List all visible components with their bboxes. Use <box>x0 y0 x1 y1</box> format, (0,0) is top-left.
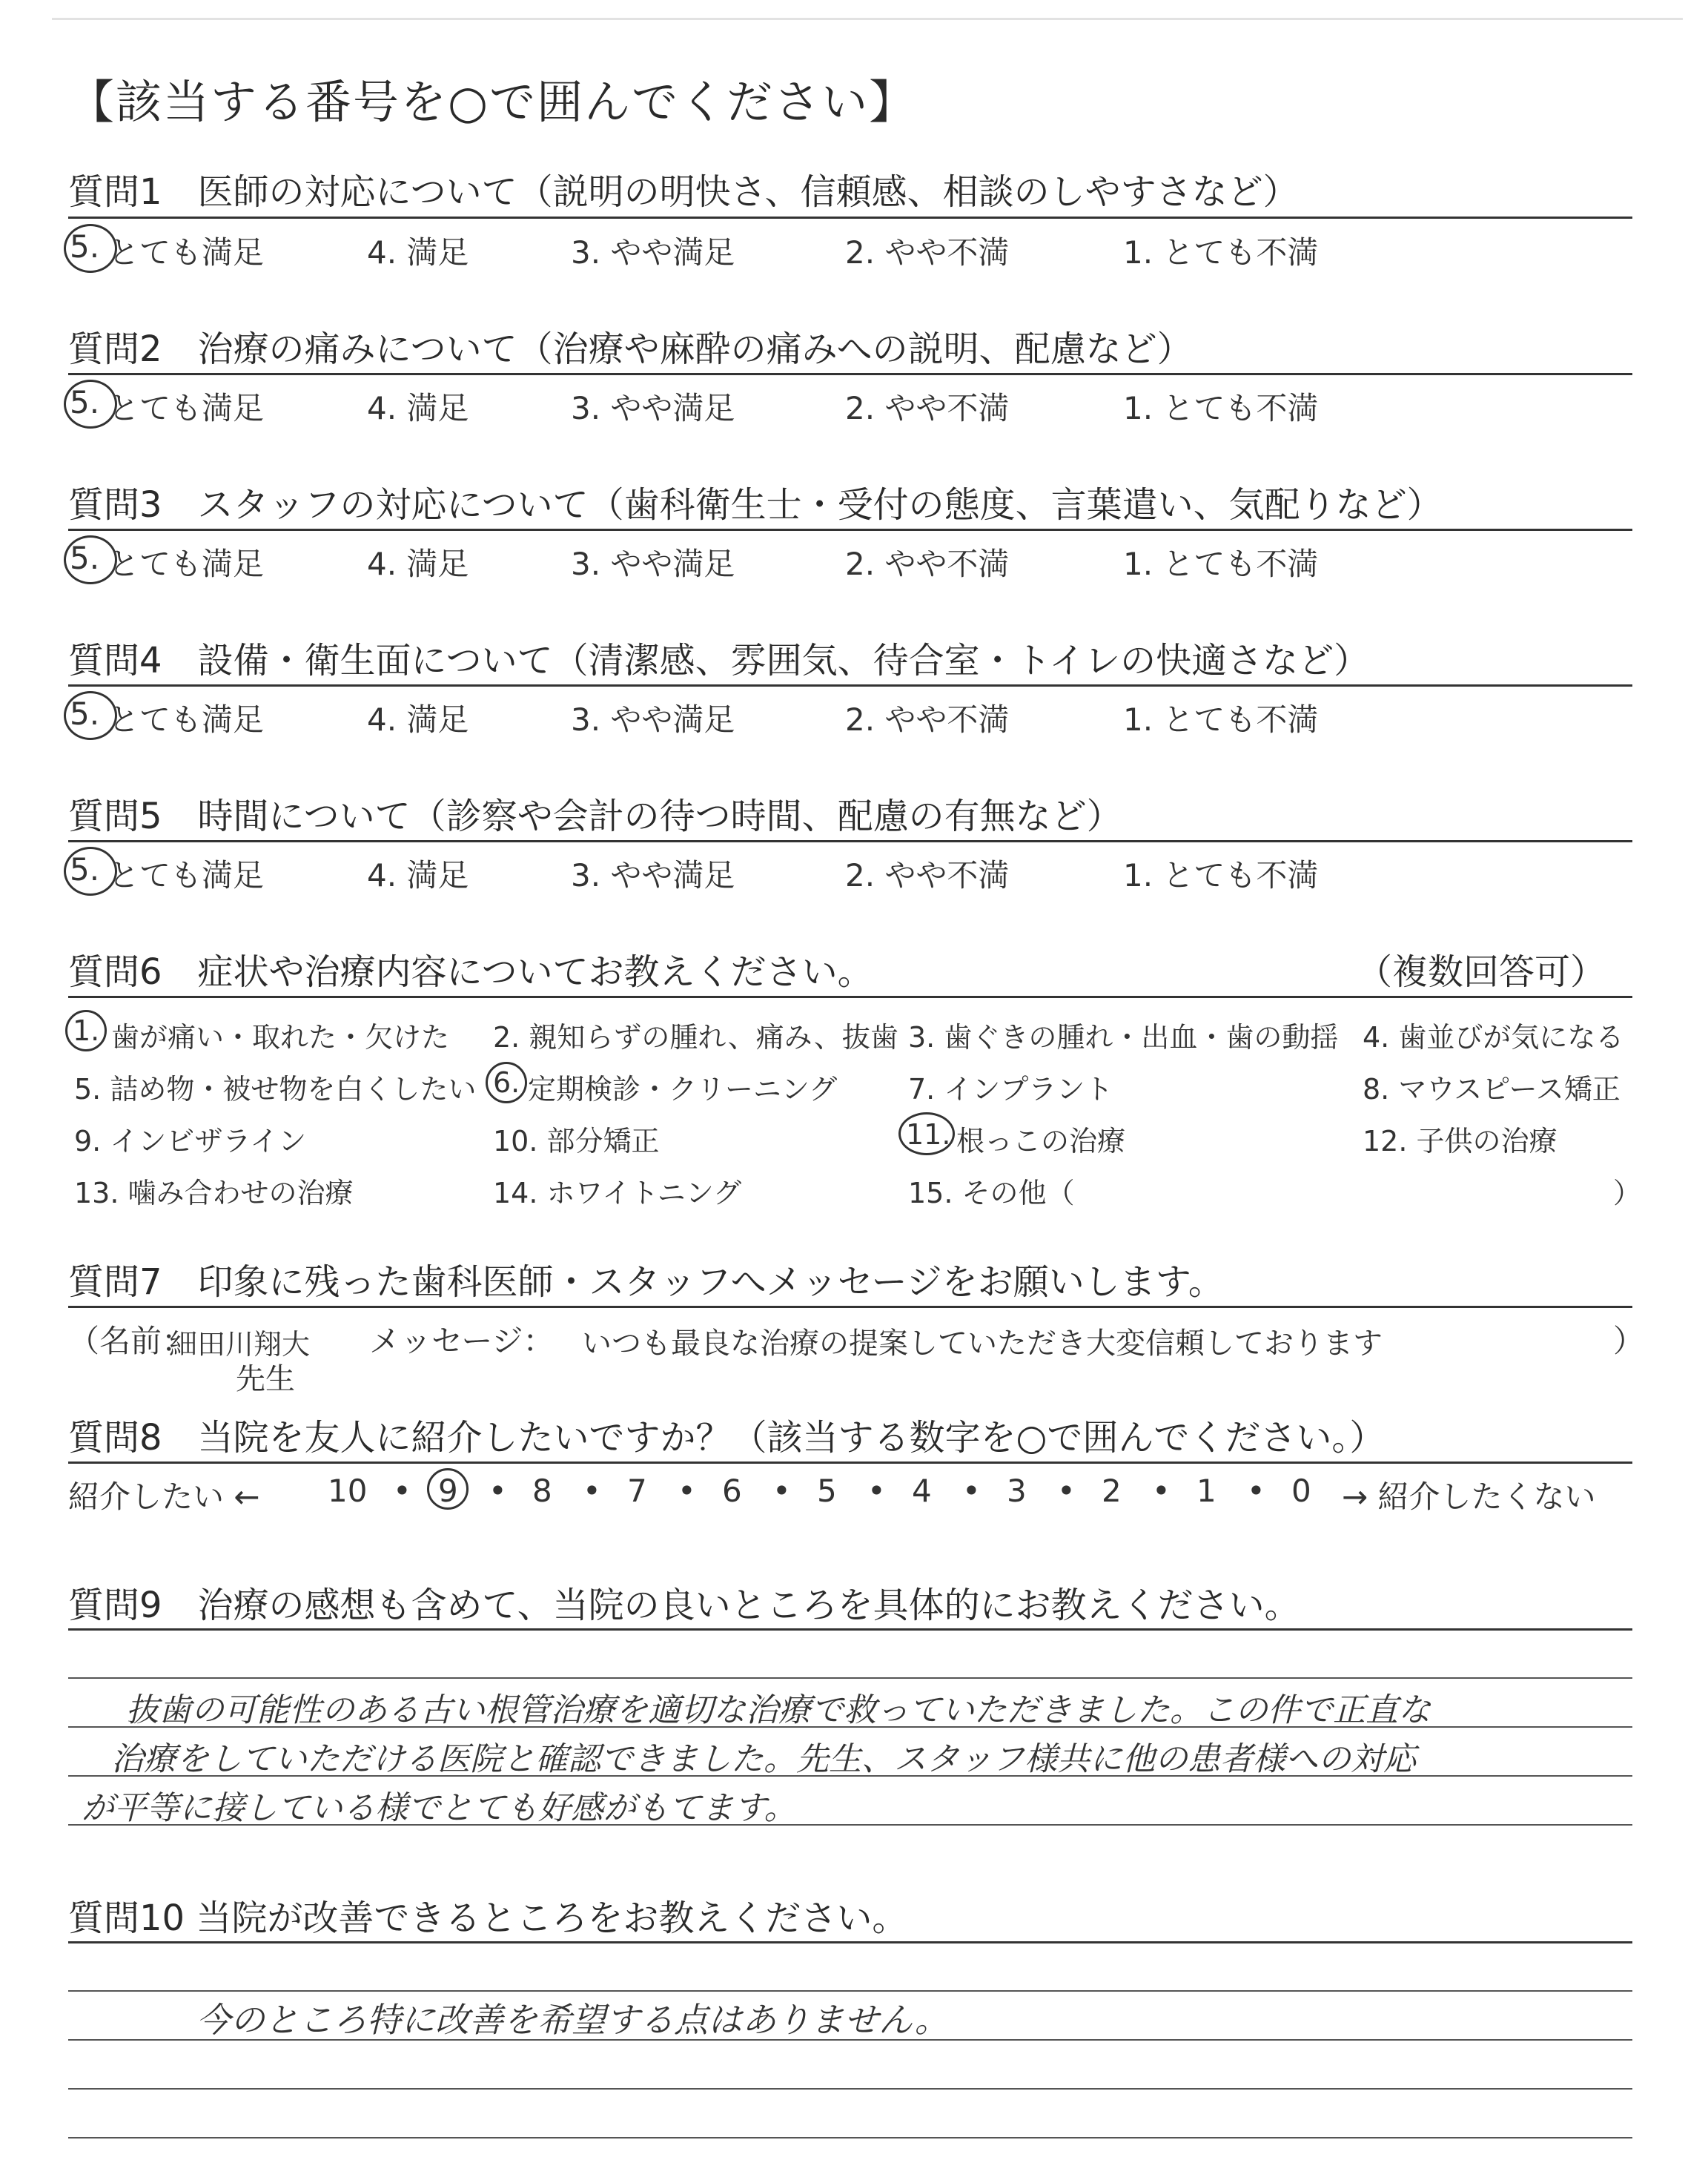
symptom-item-7[interactable]: 7. インプラント <box>908 1073 1113 1106</box>
scale-dot: • <box>489 1473 507 1509</box>
scale-dot: • <box>583 1473 601 1509</box>
question-9-title: 質問9 治療の感想も含めて、当院の良いところを具体的にお教えください。 <box>68 1585 1300 1626</box>
symptom-item-1[interactable]: 1. <box>73 1014 100 1047</box>
scale-10[interactable]: 10 <box>328 1473 368 1509</box>
symptom-item-6-label[interactable]: 定期検診・クリーニング <box>528 1073 838 1106</box>
scale-dot: • <box>678 1473 696 1509</box>
name-label: （名前： <box>68 1323 193 1359</box>
scale-0[interactable]: 0 <box>1291 1473 1311 1509</box>
top-border <box>52 18 1683 20</box>
answer-line <box>68 1677 1632 1679</box>
question-3-rule <box>68 529 1632 531</box>
question-4-rule <box>68 684 1632 687</box>
option-2[interactable]: 2. やや不満 <box>845 857 1010 894</box>
symptom-item-14[interactable]: 14. ホワイトニング <box>493 1177 742 1209</box>
scale-4[interactable]: 4 <box>912 1473 932 1509</box>
good-points-line-3[interactable]: が平等に接している様でとても好感がもてます。 <box>82 1789 797 1827</box>
scale-5[interactable]: 5 <box>817 1473 837 1509</box>
good-points-line-2[interactable]: 治療をしていただける医院と確認できました。先生、スタッフ様共に他の患者様への対応 <box>111 1740 1416 1778</box>
option-5[interactable]: 5. <box>70 851 100 888</box>
symptom-item-6[interactable]: 6. <box>493 1066 520 1099</box>
question-10-rule <box>68 1941 1632 1943</box>
other-close-paren: ） <box>1613 1177 1642 1209</box>
option-2[interactable]: 2. やや不満 <box>845 546 1010 582</box>
symptom-item-12[interactable]: 12. 子供の治療 <box>1363 1125 1558 1157</box>
message-close-paren: ） <box>1613 1323 1645 1359</box>
symptom-item-5[interactable]: 5. 詰め物・被せ物を白くしたい <box>74 1073 477 1106</box>
question-1-rule <box>68 217 1632 219</box>
option-2[interactable]: 2. やや不満 <box>845 390 1010 426</box>
option-1[interactable]: 1. とても不満 <box>1123 390 1319 426</box>
option-1[interactable]: 1. とても不満 <box>1123 701 1319 738</box>
option-5-label[interactable]: とても満足 <box>108 546 265 582</box>
scale-dot: • <box>962 1473 981 1509</box>
question-1-title: 質問1 医師の対応について（説明の明快さ、信頼感、相談のしやすさなど） <box>68 171 1299 213</box>
scale-dot: • <box>393 1473 411 1509</box>
answer-line <box>68 2088 1632 2090</box>
symptom-item-8[interactable]: 8. マウスピース矯正 <box>1363 1073 1621 1106</box>
option-1[interactable]: 1. とても不満 <box>1123 857 1319 894</box>
symptom-item-15[interactable]: 15. その他（ <box>908 1177 1075 1209</box>
question-7-title: 質問7 印象に残った歯科医師・スタッフへメッセージをお願いします。 <box>68 1261 1224 1303</box>
scale-dot: • <box>867 1473 886 1509</box>
option-4[interactable]: 4. 満足 <box>367 390 469 426</box>
symptom-item-1-label[interactable]: 歯が痛い・取れた・欠けた <box>111 1021 450 1054</box>
recommend-right-label: → 紹介したくない <box>1342 1479 1596 1515</box>
question-6-rule <box>68 996 1632 998</box>
symptom-item-11[interactable]: 11. <box>906 1118 951 1151</box>
option-4[interactable]: 4. 満足 <box>367 857 469 894</box>
scale-dot: • <box>1152 1473 1171 1509</box>
good-points-line-1[interactable]: 抜歯の可能性のある古い根管治療を適切な治療で救っていただきました。この件で正直な <box>126 1691 1431 1729</box>
scale-8[interactable]: 8 <box>532 1473 552 1509</box>
question-3-title: 質問3 スタッフの対応について（歯科衛生士・受付の態度、言葉遣い、気配りなど） <box>68 484 1443 526</box>
option-4[interactable]: 4. 満足 <box>367 701 469 738</box>
question-8-title: 質問8 当院を友人に紹介したいですか？（該当する数字を○で囲んでください。） <box>68 1417 1386 1459</box>
option-5[interactable]: 5. <box>70 540 100 576</box>
scale-dot: • <box>1057 1473 1076 1509</box>
scale-6[interactable]: 6 <box>722 1473 742 1509</box>
scale-dot: • <box>772 1473 791 1509</box>
option-3[interactable]: 3. やや満足 <box>571 234 735 271</box>
option-5-label[interactable]: とても満足 <box>108 234 265 271</box>
question-5-rule <box>68 840 1632 842</box>
scale-2[interactable]: 2 <box>1102 1473 1122 1509</box>
symptom-item-2[interactable]: 2. 親知らずの腫れ、痛み、抜歯 <box>493 1021 898 1054</box>
question-2-rule <box>68 373 1632 375</box>
symptom-item-11-label[interactable]: 根っこの治療 <box>956 1125 1126 1157</box>
staff-name[interactable]: 細田川翔大 <box>169 1328 311 1361</box>
answer-line <box>68 2137 1632 2138</box>
symptom-item-13[interactable]: 13. 噛み合わせの治療 <box>74 1177 354 1209</box>
question-7-rule <box>68 1306 1632 1308</box>
staff-title[interactable]: 先生 <box>236 1362 295 1396</box>
improvement-answer[interactable]: 今のところ特に改善を希望する点はありません。 <box>196 2000 949 2040</box>
scale-9[interactable]: 9 <box>438 1473 458 1509</box>
question-4-title: 質問4 設備・衛生面について（清潔感、雰囲気、待合室・トイレの快適さなど） <box>68 640 1370 681</box>
recommend-left-label: 紹介したい ← <box>68 1479 260 1515</box>
question-6-title: 質問6 症状や治療内容についてお教えください。 <box>68 951 873 993</box>
symptom-item-10[interactable]: 10. 部分矯正 <box>493 1125 660 1157</box>
form-title: 【該当する番号を○で囲んでください】 <box>68 75 917 129</box>
option-5-label[interactable]: とても満足 <box>108 701 265 738</box>
scale-1[interactable]: 1 <box>1196 1473 1217 1509</box>
scale-dot: • <box>1247 1473 1265 1509</box>
message-text[interactable]: いつも最良な治療の提案していただき大変信頼しております <box>582 1327 1383 1361</box>
scale-3[interactable]: 3 <box>1007 1473 1027 1509</box>
question-9-rule <box>68 1628 1632 1631</box>
option-2[interactable]: 2. やや不満 <box>845 701 1010 738</box>
option-4[interactable]: 4. 満足 <box>367 234 469 271</box>
message-label: メッセージ： <box>369 1323 555 1359</box>
question-10-title: 質問10 当院が改善できるところをお教えください。 <box>68 1898 908 1939</box>
multiple-answer-note: （複数回答可） <box>1357 951 1606 993</box>
option-4[interactable]: 4. 満足 <box>367 546 469 582</box>
symptom-item-3[interactable]: 3. 歯ぐきの腫れ・出血・歯の動揺 <box>908 1021 1339 1054</box>
option-3[interactable]: 3. やや満足 <box>571 701 735 738</box>
option-5-label[interactable]: とても満足 <box>108 857 265 894</box>
scale-7[interactable]: 7 <box>627 1473 647 1509</box>
option-5[interactable]: 5. <box>70 384 100 420</box>
symptom-item-9[interactable]: 9. インビザライン <box>74 1125 307 1157</box>
option-3[interactable]: 3. やや満足 <box>571 390 735 426</box>
option-5-label[interactable]: とても満足 <box>108 390 265 426</box>
option-1[interactable]: 1. とても不満 <box>1123 234 1319 271</box>
answer-line <box>68 1990 1632 1992</box>
option-5[interactable]: 5. <box>70 696 100 732</box>
option-3[interactable]: 3. やや満足 <box>571 857 735 894</box>
question-8-rule <box>68 1462 1632 1464</box>
option-3[interactable]: 3. やや満足 <box>571 546 735 582</box>
option-1[interactable]: 1. とても不満 <box>1123 546 1319 582</box>
symptom-item-4[interactable]: 4. 歯並びが気になる <box>1363 1021 1624 1054</box>
option-2[interactable]: 2. やや不満 <box>845 234 1010 271</box>
option-5[interactable]: 5. <box>70 228 100 265</box>
question-5-title: 質問5 時間について（診察や会計の待つ時間、配慮の有無など） <box>68 796 1122 837</box>
question-2-title: 質問2 治療の痛みについて（治療や麻酔の痛みへの説明、配慮など） <box>68 328 1193 370</box>
